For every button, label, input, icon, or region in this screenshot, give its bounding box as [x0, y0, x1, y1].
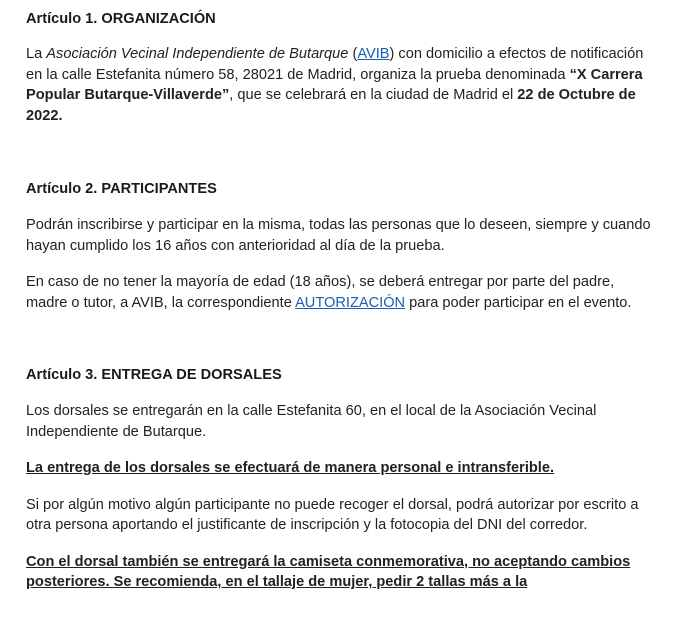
article-2-paragraph-2: [26, 272, 656, 313]
article-2-paragraph-1: Podrán inscribirse y participar en la misma, todas las personas que lo deseen, siempre y cuando hayan cumplido los 16 años con anterioridad al día de la prueba.: [26, 217, 651, 254]
organization-name: Asociación Vecinal Independiente de Butarque: [46, 46, 349, 62]
article-2-text-a: En caso de no tener la mayoría de edad (18 años), se deberá entregar por parte del padre, madre o tutor, a AVIB, la correspondiente: [26, 274, 615, 311]
article-2-text-b: para poder participar en el evento.: [405, 294, 632, 311]
article-3-paragraph-2: La entrega de los dorsales se efectuará de manera personal e intransferible.: [26, 460, 555, 476]
article-1-text-c: ) con domicilio a efectos de notificación en la calle Estefanita número 58, 28021 de Madrid, organiza la prueba denominada: [26, 46, 644, 83]
article-3-paragraph-3: Si por algún motivo algún participante no puede recoger el dorsal, podrá autorizar por escrito a otra persona aportando el justificante de inscripción y la fotocopia del DNI del corredor.: [26, 496, 639, 533]
article-1-title: Artículo 1. ORGANIZACIÓN: [26, 11, 216, 27]
article-2-title: Artículo 2. PARTICIPANTES: [26, 181, 217, 197]
autorizacion-link[interactable]: AUTORIZACIÓN: [295, 294, 406, 311]
article-3-title: Artículo 3. ENTREGA DE DORSALES: [26, 367, 282, 383]
article-1-text-a: La: [26, 46, 47, 62]
article-3-paragraph-1: Los dorsales se entregarán en la calle Estefanita 60, en el local de la Asociación Vecinal Independiente de Butarque.: [26, 403, 597, 440]
article-3-paragraph-4: Con el dorsal también se entregará la camiseta conmemorativa, no aceptando cambios posteriores. Se recomienda, en el tallaje de mujer, pedir 2 tallas más a la: [26, 553, 631, 590]
document-content: [26, 10, 656, 593]
race-date: 22 de Octubre de 2022.: [26, 87, 636, 124]
article-1-text-d: , que se celebrará en la ciudad de Madrid el: [229, 87, 518, 103]
race-name: “X Carrera Popular Butarque-Villaverde”: [26, 66, 643, 103]
article-1-paragraph: [26, 44, 656, 126]
article-1-text-b: (: [348, 46, 358, 62]
avib-link[interactable]: AVIB: [357, 46, 390, 62]
